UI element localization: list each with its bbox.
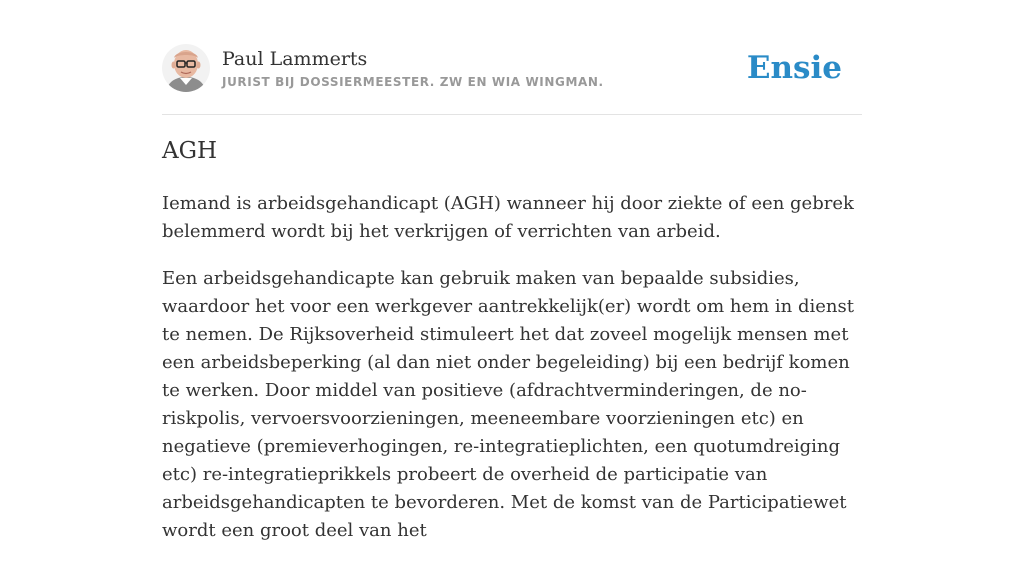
article-paragraph: Een arbeidsgehandicapte kan gebruik maken van bepaalde subsidies, waardoor het voor een werkgever aantrekkelijk(er) wordt om hem in dienst te nemen. De Rijksoverheid stimuleert het dat zoveel mogelijk mensen met een arbeidsbeperking (al dan niet onder begeleiding) bij een bedrijf komen te werken. Door middel van positieve (afdrachtverminderingen, de no-riskpolis, vervoersvoorzieningen, meeneembare voorzieningen etc) en negatieve (premieverhogingen, re-integratieplichten, een quotumdreiging etc) re-integratieprikkels probeert de overheid de participatie van arbeidsgehandicapten te bevorderen. Met de komst van de Participatiewet wordt een groot deel van het	[162, 268, 854, 541]
author-avatar[interactable]	[162, 44, 210, 92]
author-header	[162, 44, 862, 115]
author-bio: JURIST BIJ DOSSIERMEESTER. ZW EN WIA WINGMAN.	[222, 75, 604, 89]
ensie-logo[interactable]: Ensie	[746, 50, 842, 86]
article-paragraph: Iemand is arbeidsgehandicapt (AGH) wanneer hij door ziekte of een gebrek belemmerd wordt bij het verkrijgen of verrichten van arbeid.	[162, 193, 854, 242]
author-name[interactable]: Paul Lammerts	[222, 48, 368, 70]
article-title: AGH	[162, 138, 218, 164]
author-photo	[162, 44, 210, 92]
article-body	[162, 190, 864, 564]
